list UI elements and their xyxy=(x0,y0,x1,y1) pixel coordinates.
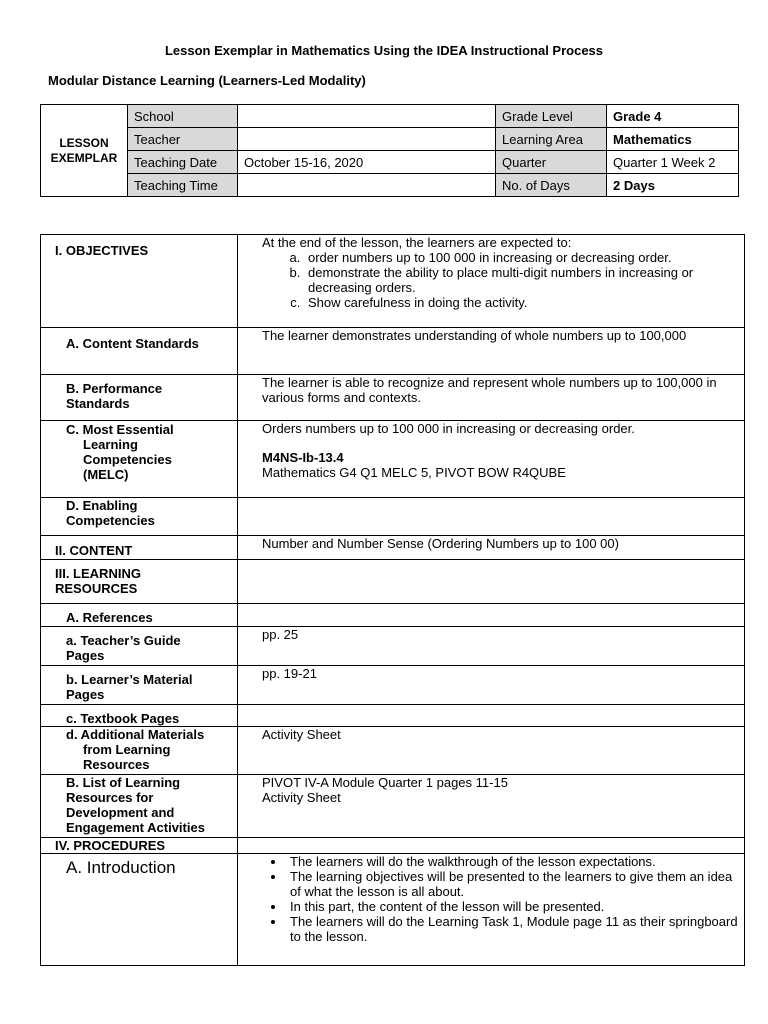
objectives-label: I. OBJECTIVES xyxy=(41,235,238,328)
additional-materials-label: d. Additional Materials from Learning Resources xyxy=(41,727,238,775)
quarter-label: Quarter xyxy=(496,151,607,174)
performance-standards-text: The learner is able to recognize and represent whole numbers up to 100,000 in various forms and contexts. xyxy=(238,375,745,421)
objectives-intro: At the end of the lesson, the learners are expected to: xyxy=(262,235,572,250)
introduction-item: • In this part, the content of the lesson will be presented. xyxy=(286,899,738,914)
learning-area-label: Learning Area xyxy=(496,128,607,151)
content-text: Number and Number Sense (Ordering Numbers up to 100 00) xyxy=(238,536,745,560)
objectives-cell xyxy=(238,235,745,328)
objective-item: c. Show carefulness in doing the activity. xyxy=(304,295,738,310)
school-value xyxy=(238,105,496,128)
textbook-pages-label: c. Textbook Pages xyxy=(41,705,238,727)
list-of-resources-label: B. List of Learning Resources for Development and Engagement Activities xyxy=(41,775,238,838)
learning-area-value: Mathematics xyxy=(607,128,739,151)
teaching-time-label: Teaching Time xyxy=(128,174,238,197)
header-table xyxy=(40,104,739,197)
introduction-label: A. Introduction xyxy=(41,854,238,966)
teaching-date-label: Teaching Date xyxy=(128,151,238,174)
melc-label: C. Most Essential Learning Competencies (MELC) xyxy=(41,421,238,498)
melc-cell xyxy=(238,421,745,498)
no-of-days-value: 2 Days xyxy=(607,174,739,197)
grade-level-label: Grade Level xyxy=(496,105,607,128)
lesson-table xyxy=(40,234,745,966)
melc-reference: Mathematics G4 Q1 MELC 5, PIVOT BOW R4QUBE xyxy=(262,465,566,480)
teaching-date-value: October 15-16, 2020 xyxy=(238,151,496,174)
teacher-label: Teacher xyxy=(128,128,238,151)
learners-material-label: b. Learner’s Material Pages xyxy=(41,666,238,705)
content-standards-label: A. Content Standards xyxy=(41,328,238,375)
list-of-resources-text: PIVOT IV-A Module Quarter 1 pages 11-15 Activity Sheet xyxy=(238,775,745,838)
quarter-value: Quarter 1 Week 2 xyxy=(607,151,739,174)
objectives-list xyxy=(262,250,738,310)
introduction-item: • The learners will do the walkthrough of the lesson expectations. xyxy=(286,854,738,869)
document-subtitle: Modular Distance Learning (Learners-Led Modality) xyxy=(48,73,366,88)
teachers-guide-label: a. Teacher’s Guide Pages xyxy=(41,627,238,666)
procedures-label: IV. PROCEDURES xyxy=(41,838,238,854)
references-label: A. References xyxy=(41,604,238,627)
melc-code: M4NS-Ib-13.4 xyxy=(262,450,344,465)
learning-resources-label: III. LEARNING RESOURCES xyxy=(41,560,238,604)
textbook-pages-text xyxy=(238,705,745,727)
teaching-time-value xyxy=(238,174,496,197)
additional-materials-text: Activity Sheet xyxy=(238,727,745,775)
melc-text: Orders numbers up to 100 000 in increasing or decreasing order. xyxy=(262,421,635,436)
learners-material-pages: pp. 19-21 xyxy=(238,666,745,705)
objective-item: a. order numbers up to 100 000 in increasing or decreasing order. xyxy=(304,250,738,265)
grade-level-value: Grade 4 xyxy=(607,105,739,128)
no-of-days-label: No. of Days xyxy=(496,174,607,197)
introduction-item: • The learning objectives will be presented to the learners to give them an idea of what the lesson is all about. xyxy=(286,869,738,899)
teachers-guide-pages: pp. 25 xyxy=(238,627,745,666)
lesson-exemplar-label: LESSON EXEMPLAR xyxy=(41,105,128,197)
introduction-item: • The learners will do the Learning Task 1, Module page 11 as their springboard to the lesson. xyxy=(286,914,738,944)
enabling-competencies-text xyxy=(238,498,745,536)
teacher-value xyxy=(238,128,496,151)
introduction-list xyxy=(262,854,738,944)
content-label: II. CONTENT xyxy=(41,536,238,560)
school-label: School xyxy=(128,105,238,128)
performance-standards-label: B. Performance Standards xyxy=(41,375,238,421)
document-title: Lesson Exemplar in Mathematics Using the IDEA Instructional Process xyxy=(164,43,604,58)
content-standards-text: The learner demonstrates understanding of whole numbers up to 100,000 xyxy=(238,328,745,375)
enabling-competencies-label: D. Enabling Competencies xyxy=(41,498,238,536)
introduction-cell xyxy=(238,854,745,966)
objective-item: b. demonstrate the ability to place multi-digit numbers in increasing or decreasing orders. xyxy=(304,265,738,295)
